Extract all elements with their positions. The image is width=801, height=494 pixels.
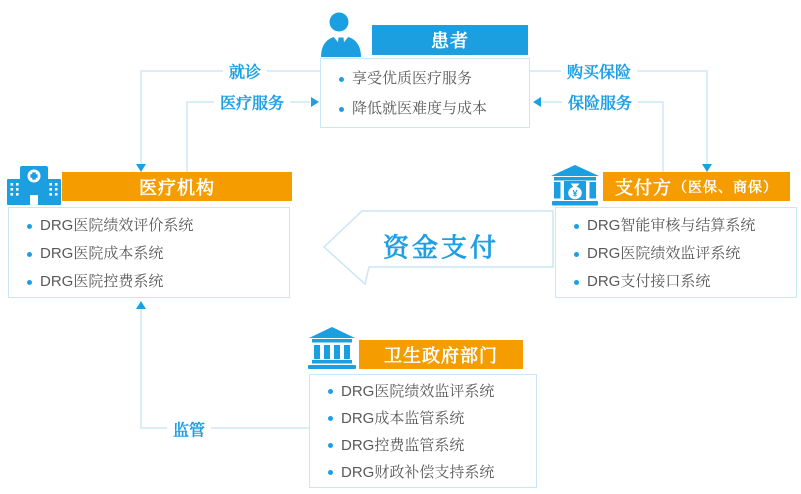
- list-item: [321, 94, 529, 124]
- payer-item-list: [556, 212, 796, 296]
- list-item: [9, 240, 289, 268]
- list-item: [310, 405, 536, 432]
- hospital-icon: [7, 166, 61, 205]
- hospital-item-list: [9, 212, 289, 296]
- payer-box: [555, 207, 797, 298]
- list-item: [556, 240, 796, 268]
- list-item-text: DRG医院控费系统: [40, 273, 164, 290]
- payer-title-suffix: （医保、商保）: [673, 178, 778, 195]
- list-item-text: DRG医院绩效评价系统: [40, 217, 194, 234]
- list-item: [321, 64, 529, 94]
- patient-title: 患者: [431, 31, 469, 51]
- fund-payment-flow-label: 资金支付: [382, 232, 500, 263]
- patient-item-list: [321, 64, 529, 124]
- government-building-icon: [307, 327, 357, 369]
- list-item: [310, 432, 536, 459]
- list-item-text: DRG智能审核与结算系统: [587, 217, 756, 234]
- list-item-text: DRG成本监管系统: [341, 410, 465, 427]
- list-item-text: DRG控费监管系统: [341, 437, 465, 454]
- patient-header: [372, 25, 528, 55]
- arrowhead-left-icon: [533, 97, 541, 107]
- medical-service-flow-label: 医疗服务: [214, 90, 290, 115]
- visit-line: [141, 71, 322, 164]
- government-box: [309, 374, 537, 488]
- payer-title: 支付方: [615, 177, 672, 198]
- government-item-list: [310, 378, 536, 486]
- hospital-box: [8, 207, 290, 298]
- insurance-service-flow-label: 保险服务: [562, 90, 638, 115]
- list-item-text: DRG医院成本系统: [40, 245, 164, 262]
- list-item-text: 享受优质医疗服务: [352, 70, 473, 87]
- government-title: 卫生政府部门: [384, 345, 498, 366]
- arrowhead-down-icon: [702, 164, 712, 172]
- person-icon: [320, 12, 362, 57]
- buy-insurance-flow-label: 购买保险: [561, 59, 637, 84]
- bank-money-icon: [550, 165, 600, 206]
- payer-header: [603, 172, 790, 201]
- buy-insurance-line: [528, 71, 707, 164]
- list-item: [310, 459, 536, 486]
- hospital-header: [62, 172, 292, 201]
- supervision-flow-label: 监管: [167, 417, 211, 442]
- arrowhead-down-icon: [136, 164, 146, 172]
- list-item-text: DRG支付接口系统: [587, 273, 711, 290]
- list-item: [310, 378, 536, 405]
- arrowhead-right-icon: [311, 97, 319, 107]
- list-item-text: DRG财政补偿支持系统: [341, 464, 495, 481]
- visit-flow-label: 就诊: [223, 59, 267, 84]
- list-item: [9, 268, 289, 296]
- supervision-line: [141, 309, 309, 428]
- list-item-text: DRG医院绩效监评系统: [341, 383, 495, 400]
- list-item: [556, 268, 796, 296]
- list-item: [9, 212, 289, 240]
- hospital-title: 医疗机构: [139, 177, 215, 198]
- list-item-text: 降低就医难度与成本: [352, 100, 488, 117]
- arrowhead-up-icon: [136, 301, 146, 309]
- list-item-text: DRG医院绩效监评系统: [587, 245, 741, 262]
- government-header: [359, 340, 523, 369]
- patient-box: [320, 58, 530, 128]
- list-item: [556, 212, 796, 240]
- svg-text:¥: ¥: [572, 188, 578, 199]
